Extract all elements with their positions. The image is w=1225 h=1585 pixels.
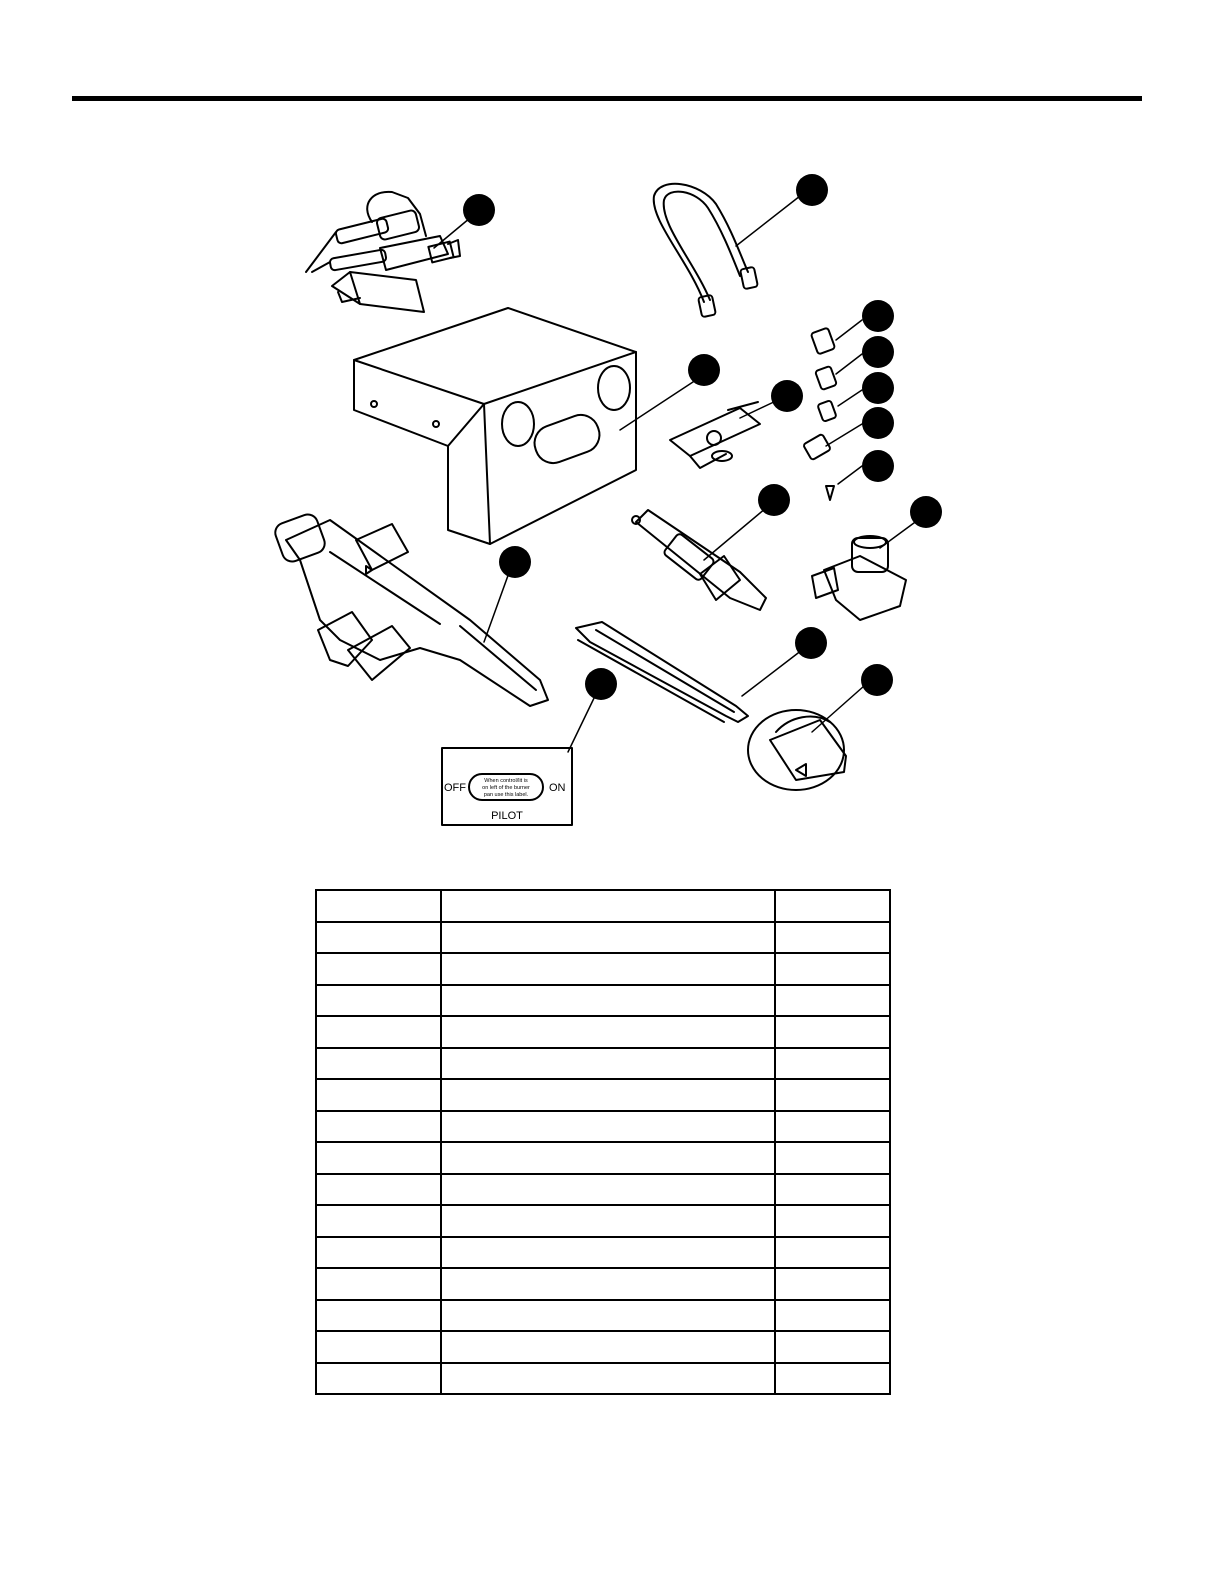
callout-bracket	[771, 380, 803, 412]
table-cell	[775, 1079, 890, 1111]
table-cell	[775, 922, 890, 954]
table-row	[316, 953, 890, 985]
valve-drawing	[272, 512, 548, 706]
table-cell	[316, 953, 441, 985]
table-cell	[316, 1174, 441, 1206]
callout-elbow	[910, 496, 942, 528]
table-cell	[441, 1205, 775, 1237]
heat-shield-drawing	[354, 308, 636, 544]
table-cell	[441, 1268, 775, 1300]
pilot-label-line-3: pan use this label.	[483, 792, 529, 798]
table-row	[316, 985, 890, 1017]
pilot-label-on: ON	[549, 782, 566, 794]
pilot-label-title: PILOT	[491, 810, 523, 822]
table-cell	[775, 1331, 890, 1363]
table-row	[316, 1174, 890, 1206]
table-cell	[441, 1300, 775, 1332]
table-row	[316, 1111, 890, 1143]
callout-screw	[862, 450, 894, 482]
table-row	[316, 1331, 890, 1363]
table-cell	[441, 1331, 775, 1363]
table-cell	[316, 1331, 441, 1363]
table-cell	[441, 1237, 775, 1269]
table-cell	[316, 1048, 441, 1080]
callout-control-knob	[861, 664, 893, 696]
callout-orifice-3	[862, 372, 894, 404]
table-cell	[441, 890, 775, 922]
table-cell	[775, 1016, 890, 1048]
table-row	[316, 890, 890, 922]
table-row	[316, 1016, 890, 1048]
table-cell	[316, 922, 441, 954]
table-cell	[441, 1048, 775, 1080]
callout-pilot-tube	[796, 174, 828, 206]
callout-valve	[499, 546, 531, 578]
table-cell	[316, 1016, 441, 1048]
table-cell	[316, 985, 441, 1017]
table-row	[316, 1237, 890, 1269]
pilot-label-off: OFF	[444, 782, 466, 794]
pilot-label-line-1: When control/lit is	[484, 778, 528, 784]
table-cell	[316, 1079, 441, 1111]
table-row	[316, 1048, 890, 1080]
callout-heat-shield-tool	[795, 627, 827, 659]
table-cell	[775, 1268, 890, 1300]
table-row	[316, 1142, 890, 1174]
callout-heat-shield	[688, 354, 720, 386]
table-cell	[441, 1363, 775, 1395]
callout-pilot-assembly	[463, 194, 495, 226]
table-cell	[441, 1174, 775, 1206]
table-cell	[775, 890, 890, 922]
table-cell	[441, 1111, 775, 1143]
table-row	[316, 1205, 890, 1237]
table-cell	[316, 1205, 441, 1237]
table-cell	[775, 953, 890, 985]
pilot-label-line-2: on left of the burner	[482, 785, 530, 791]
table-cell	[775, 1237, 890, 1269]
table-cell	[316, 1111, 441, 1143]
table-cell	[441, 1079, 775, 1111]
orifices-drawing	[803, 328, 837, 500]
pilot-tube-drawing	[654, 184, 758, 317]
table-cell	[775, 1142, 890, 1174]
table-cell	[775, 1300, 890, 1332]
table-cell	[441, 953, 775, 985]
callout-igniter	[758, 484, 790, 516]
table-row	[316, 1268, 890, 1300]
table-cell	[441, 1142, 775, 1174]
parts-table-body	[316, 890, 890, 1394]
table-cell	[316, 890, 441, 922]
table-cell	[316, 1300, 441, 1332]
table-cell	[441, 1016, 775, 1048]
bracket-drawing	[670, 402, 760, 468]
table-cell	[441, 985, 775, 1017]
callout-orifice-2	[862, 336, 894, 368]
elbow-drawing	[812, 536, 906, 620]
table-cell	[775, 1363, 890, 1395]
table-row	[316, 922, 890, 954]
table-cell	[316, 1363, 441, 1395]
table-cell	[316, 1268, 441, 1300]
table-cell	[775, 1205, 890, 1237]
table-cell	[441, 922, 775, 954]
table-cell	[775, 1048, 890, 1080]
control-knob-drawing	[748, 710, 846, 790]
table-cell	[775, 985, 890, 1017]
table-row	[316, 1079, 890, 1111]
table-cell	[316, 1142, 441, 1174]
table-cell	[775, 1111, 890, 1143]
callout-orifice-1	[862, 300, 894, 332]
pilot-assembly-drawing	[306, 192, 460, 312]
table-row	[316, 1363, 890, 1395]
callout-fitting	[862, 407, 894, 439]
table-cell	[316, 1237, 441, 1269]
parts-table	[315, 889, 891, 1395]
table-row	[316, 1300, 890, 1332]
table-cell	[775, 1174, 890, 1206]
callout-pilot-label	[585, 668, 617, 700]
